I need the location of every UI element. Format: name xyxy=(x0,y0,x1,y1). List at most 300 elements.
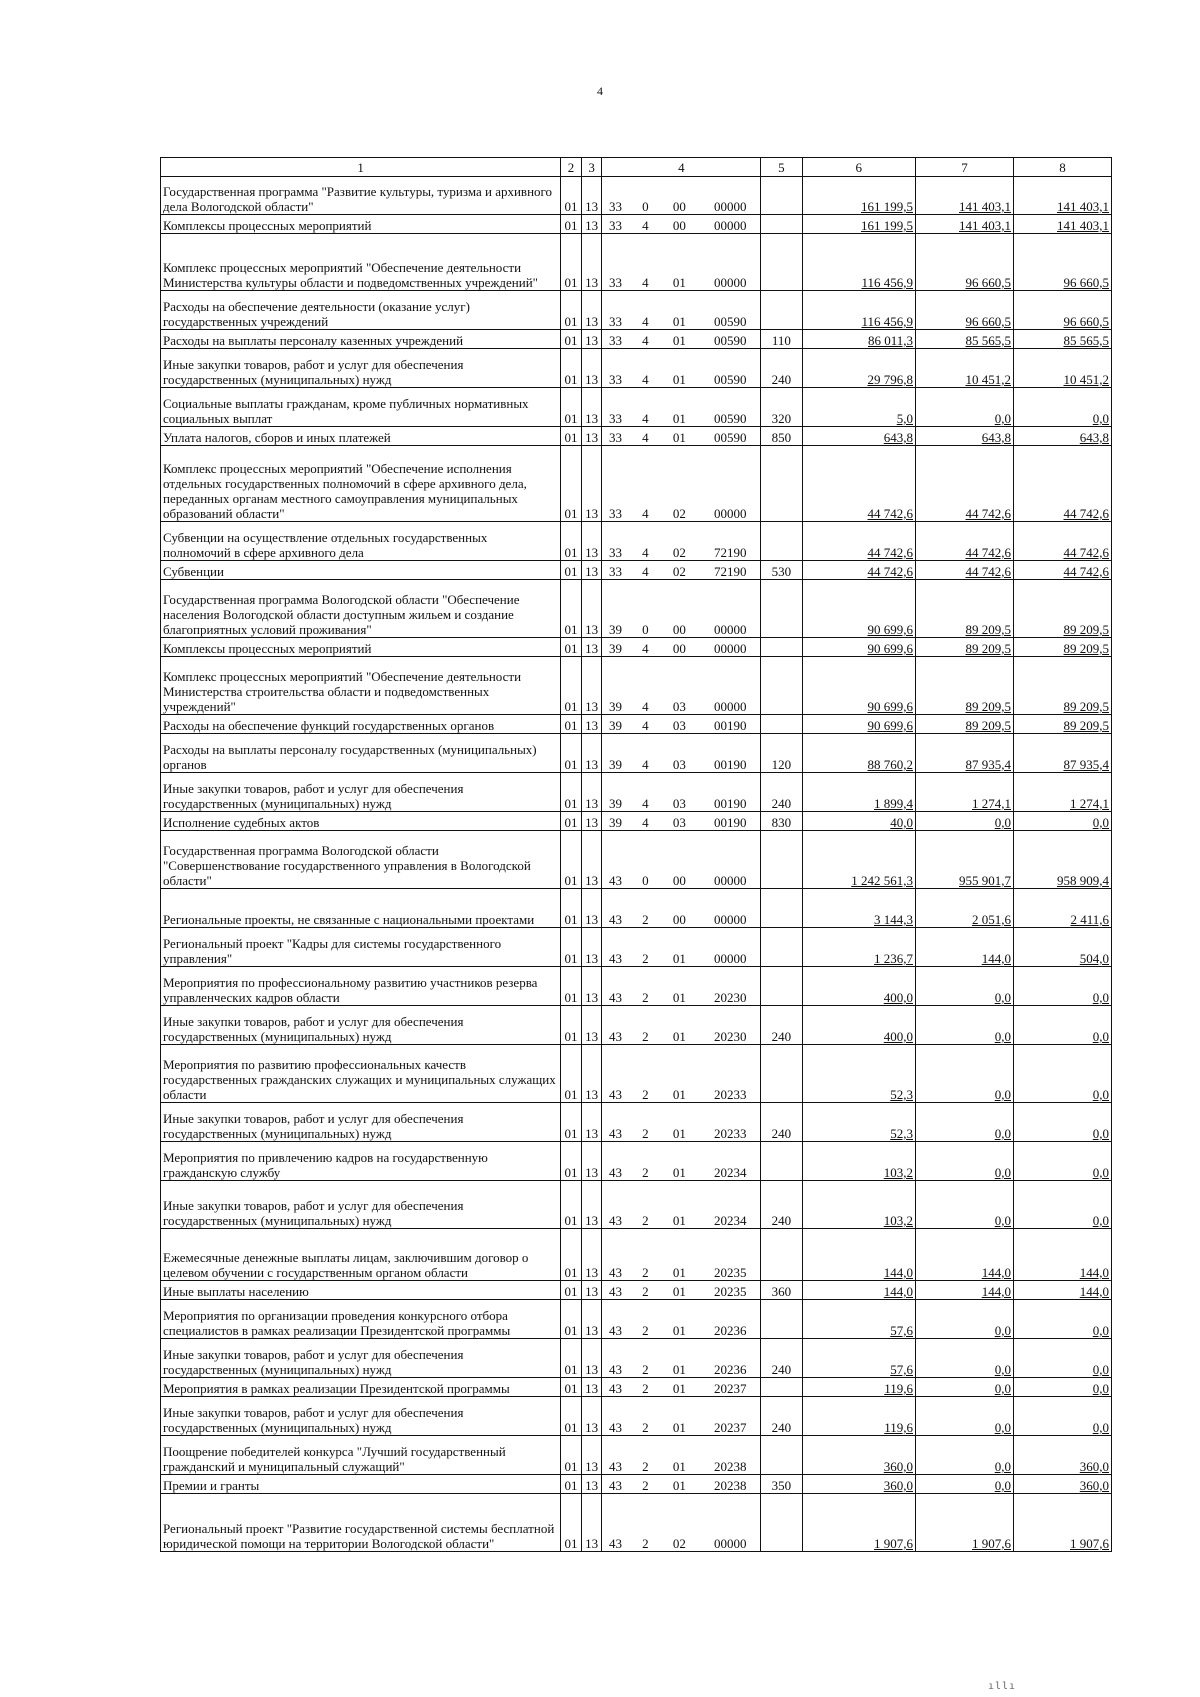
program-code: 33 xyxy=(608,314,622,329)
subsection-code: 13 xyxy=(581,1436,602,1475)
amount-col-8: 10 451,2 xyxy=(1013,349,1111,388)
section-code: 01 xyxy=(561,1397,582,1436)
section-code: 01 xyxy=(561,1300,582,1339)
target-article-code xyxy=(602,1378,761,1397)
amount-col-7: 44 742,6 xyxy=(916,561,1014,580)
subsection-code: 13 xyxy=(581,330,602,349)
amount-col-6: 119,6 xyxy=(802,1397,915,1436)
table-row xyxy=(161,1181,1112,1229)
expense-type-code xyxy=(761,889,802,928)
section-code: 01 xyxy=(561,812,582,831)
amount-col-8: 96 660,5 xyxy=(1013,234,1111,291)
table-row xyxy=(161,1436,1112,1475)
table-row xyxy=(161,580,1112,638)
amount-col-8: 89 209,5 xyxy=(1013,580,1111,638)
section-code: 01 xyxy=(561,427,582,446)
amount-col-7: 0,0 xyxy=(916,1378,1014,1397)
type-code: 2 xyxy=(642,1165,649,1180)
target-article-code xyxy=(602,1181,761,1229)
type-code: 4 xyxy=(642,757,649,772)
target-article-code xyxy=(602,522,761,561)
program-code: 43 xyxy=(608,1362,622,1377)
section-code: 01 xyxy=(561,734,582,773)
target-article-code xyxy=(602,330,761,349)
target-article-parts xyxy=(604,1265,758,1280)
subsection-code: 13 xyxy=(581,522,602,561)
amount-col-8: 89 209,5 xyxy=(1013,657,1111,715)
target-article-code xyxy=(602,234,761,291)
amount-col-8: 0,0 xyxy=(1013,1181,1111,1229)
row-name: Мероприятия по организации проведения конкурсного отбора специалистов в рамках реализации Президентской программы xyxy=(161,1300,561,1339)
amount-col-6: 360,0 xyxy=(802,1475,915,1494)
target-article-code xyxy=(602,177,761,215)
element-code: 01 xyxy=(672,372,686,387)
amount-col-7: 85 565,5 xyxy=(916,330,1014,349)
subsection-code: 13 xyxy=(581,773,602,812)
amount-col-6: 1 899,4 xyxy=(802,773,915,812)
target-article-parts xyxy=(604,1126,758,1141)
amount-col-7: 141 403,1 xyxy=(916,215,1014,234)
amount-col-7: 0,0 xyxy=(916,1339,1014,1378)
program-code: 43 xyxy=(608,873,622,888)
table-row xyxy=(161,427,1112,446)
row-name: Государственная программа "Развитие культуры, туризма и архивного дела Вологодской области" xyxy=(161,177,561,215)
amount-col-6: 144,0 xyxy=(802,1229,915,1281)
program-code: 43 xyxy=(608,990,622,1005)
target-article-parts xyxy=(604,1213,758,1228)
target-article-code xyxy=(602,1339,761,1378)
target-article-code xyxy=(602,1142,761,1181)
amount-col-7: 0,0 xyxy=(916,1436,1014,1475)
table-row xyxy=(161,638,1112,657)
expense-type-code: 110 xyxy=(761,330,802,349)
direction-code: 20237 xyxy=(714,1381,747,1396)
expense-type-code xyxy=(761,1142,802,1181)
element-code: 01 xyxy=(672,430,686,445)
amount-col-6: 90 699,6 xyxy=(802,580,915,638)
direction-code: 00190 xyxy=(714,815,747,830)
target-article-parts xyxy=(604,641,758,656)
direction-code: 00590 xyxy=(714,314,747,329)
amount-col-8: 87 935,4 xyxy=(1013,734,1111,773)
direction-code: 00000 xyxy=(714,641,747,656)
amount-col-6: 57,6 xyxy=(802,1300,915,1339)
element-code: 01 xyxy=(672,1265,686,1280)
row-name: Региональный проект "Кадры для системы государственного управления" xyxy=(161,928,561,967)
target-article-code xyxy=(602,1397,761,1436)
subsection-code: 13 xyxy=(581,446,602,522)
subsection-code: 13 xyxy=(581,812,602,831)
program-code: 33 xyxy=(608,564,622,579)
subsection-code: 13 xyxy=(581,580,602,638)
target-article-code xyxy=(602,1229,761,1281)
type-code: 0 xyxy=(642,622,649,637)
amount-col-8: 0,0 xyxy=(1013,1339,1111,1378)
subsection-code: 13 xyxy=(581,234,602,291)
program-code: 43 xyxy=(608,1420,622,1435)
amount-col-6: 1 907,6 xyxy=(802,1494,915,1552)
target-article-parts xyxy=(604,506,758,521)
subsection-code: 13 xyxy=(581,177,602,215)
type-code: 2 xyxy=(642,1420,649,1435)
amount-col-6: 161 199,5 xyxy=(802,177,915,215)
target-article-parts xyxy=(604,1362,758,1377)
target-article-parts xyxy=(604,333,758,348)
amount-col-7: 144,0 xyxy=(916,1229,1014,1281)
direction-code: 00590 xyxy=(714,333,747,348)
target-article-code xyxy=(602,773,761,812)
type-code: 4 xyxy=(642,564,649,579)
amount-col-7: 2 051,6 xyxy=(916,889,1014,928)
type-code: 4 xyxy=(642,430,649,445)
amount-col-7: 0,0 xyxy=(916,1006,1014,1045)
element-code: 02 xyxy=(672,564,686,579)
subsection-code: 13 xyxy=(581,889,602,928)
section-code: 01 xyxy=(561,831,582,889)
amount-col-6: 144,0 xyxy=(802,1281,915,1300)
element-code: 03 xyxy=(672,699,686,714)
subsection-code: 13 xyxy=(581,638,602,657)
row-name: Мероприятия в рамках реализации Президентской программы xyxy=(161,1378,561,1397)
amount-col-6: 88 760,2 xyxy=(802,734,915,773)
type-code: 4 xyxy=(642,333,649,348)
row-name: Премии и гранты xyxy=(161,1475,561,1494)
row-name: Региональный проект "Развитие государственной системы бесплатной юридической помощи на территории Вологодской области" xyxy=(161,1494,561,1552)
program-code: 43 xyxy=(608,951,622,966)
header-cell: 2 xyxy=(561,158,582,177)
section-code: 01 xyxy=(561,388,582,427)
direction-code: 20236 xyxy=(714,1323,747,1338)
type-code: 2 xyxy=(642,1265,649,1280)
direction-code: 20230 xyxy=(714,1029,747,1044)
element-code: 01 xyxy=(672,1126,686,1141)
amount-col-7: 1 907,6 xyxy=(916,1494,1014,1552)
expense-type-code xyxy=(761,1378,802,1397)
row-name: Расходы на выплаты персоналу казенных учреждений xyxy=(161,330,561,349)
amount-col-7: 955 901,7 xyxy=(916,831,1014,889)
expense-type-code xyxy=(761,1229,802,1281)
table-row xyxy=(161,291,1112,330)
direction-code: 20238 xyxy=(714,1478,747,1493)
row-name: Субвенции xyxy=(161,561,561,580)
direction-code: 00190 xyxy=(714,796,747,811)
target-article-code xyxy=(602,967,761,1006)
subsection-code: 13 xyxy=(581,1378,602,1397)
header-cell: 7 xyxy=(916,158,1014,177)
target-article-code xyxy=(602,657,761,715)
target-article-code xyxy=(602,446,761,522)
table-row xyxy=(161,734,1112,773)
amount-col-7: 144,0 xyxy=(916,928,1014,967)
amount-col-8: 89 209,5 xyxy=(1013,715,1111,734)
page-number: 4 xyxy=(597,84,603,98)
direction-code: 00190 xyxy=(714,757,747,772)
target-article-parts xyxy=(604,275,758,290)
target-article-code xyxy=(602,1045,761,1103)
amount-col-8: 0,0 xyxy=(1013,1006,1111,1045)
table-row xyxy=(161,522,1112,561)
direction-code: 00590 xyxy=(714,430,747,445)
direction-code: 00000 xyxy=(714,622,747,637)
amount-col-8: 1 274,1 xyxy=(1013,773,1111,812)
section-code: 01 xyxy=(561,177,582,215)
header-row xyxy=(161,158,1112,177)
row-name: Мероприятия по профессиональному развитию участников резерва управленческих кадров области xyxy=(161,967,561,1006)
program-code: 43 xyxy=(608,1265,622,1280)
section-code: 01 xyxy=(561,657,582,715)
target-article-parts xyxy=(604,1284,758,1299)
row-name: Мероприятия по развитию профессиональных качеств государственных гражданских служащих и муниципальных служащих области xyxy=(161,1045,561,1103)
expense-type-code: 240 xyxy=(761,773,802,812)
target-article-parts xyxy=(604,372,758,387)
row-name: Государственная программа Вологодской области "Совершенствование государственного управления в Вологодской области" xyxy=(161,831,561,889)
table-row xyxy=(161,1142,1112,1181)
type-code: 2 xyxy=(642,1126,649,1141)
amount-col-6: 44 742,6 xyxy=(802,522,915,561)
target-article-parts xyxy=(604,990,758,1005)
program-code: 43 xyxy=(608,1284,622,1299)
target-article-code xyxy=(602,561,761,580)
section-code: 01 xyxy=(561,1378,582,1397)
section-code: 01 xyxy=(561,561,582,580)
program-code: 43 xyxy=(608,1087,622,1102)
element-code: 00 xyxy=(672,873,686,888)
type-code: 4 xyxy=(642,718,649,733)
element-code: 01 xyxy=(672,1284,686,1299)
row-name: Иные закупки товаров, работ и услуг для обеспечения государственных (муниципальных) нужд xyxy=(161,773,561,812)
expense-type-code xyxy=(761,657,802,715)
expense-type-code: 350 xyxy=(761,1475,802,1494)
table-row xyxy=(161,388,1112,427)
amount-col-8: 0,0 xyxy=(1013,388,1111,427)
table-row xyxy=(161,773,1112,812)
program-code: 33 xyxy=(608,275,622,290)
target-article-parts xyxy=(604,699,758,714)
amount-col-6: 360,0 xyxy=(802,1436,915,1475)
subsection-code: 13 xyxy=(581,1142,602,1181)
direction-code: 20235 xyxy=(714,1284,747,1299)
type-code: 4 xyxy=(642,275,649,290)
target-article-code xyxy=(602,215,761,234)
section-code: 01 xyxy=(561,1229,582,1281)
amount-col-7: 89 209,5 xyxy=(916,657,1014,715)
amount-col-6: 90 699,6 xyxy=(802,638,915,657)
target-article-parts xyxy=(604,218,758,233)
direction-code: 00000 xyxy=(714,1536,747,1551)
expense-type-code: 850 xyxy=(761,427,802,446)
amount-col-8: 643,8 xyxy=(1013,427,1111,446)
direction-code: 00000 xyxy=(714,873,747,888)
expense-type-code xyxy=(761,1300,802,1339)
table-row xyxy=(161,446,1112,522)
target-article-parts xyxy=(604,912,758,927)
target-article-code xyxy=(602,1475,761,1494)
section-code: 01 xyxy=(561,234,582,291)
amount-col-6: 29 796,8 xyxy=(802,349,915,388)
element-code: 03 xyxy=(672,718,686,733)
target-article-parts xyxy=(604,545,758,560)
section-code: 01 xyxy=(561,967,582,1006)
table-row xyxy=(161,1281,1112,1300)
amount-col-7: 0,0 xyxy=(916,1045,1014,1103)
target-article-code xyxy=(602,1103,761,1142)
amount-col-8: 360,0 xyxy=(1013,1436,1111,1475)
amount-col-6: 86 011,3 xyxy=(802,330,915,349)
amount-col-6: 90 699,6 xyxy=(802,715,915,734)
subsection-code: 13 xyxy=(581,1494,602,1552)
direction-code: 20234 xyxy=(714,1165,747,1180)
amount-col-8: 0,0 xyxy=(1013,1397,1111,1436)
target-article-code xyxy=(602,388,761,427)
amount-col-6: 3 144,3 xyxy=(802,889,915,928)
program-code: 43 xyxy=(608,1536,622,1551)
row-name: Поощрение победителей конкурса "Лучший государственный гражданский и муниципальный служащий" xyxy=(161,1436,561,1475)
program-code: 43 xyxy=(608,1323,622,1338)
table-row xyxy=(161,330,1112,349)
amount-col-8: 0,0 xyxy=(1013,1378,1111,1397)
subsection-code: 13 xyxy=(581,1006,602,1045)
target-article-code xyxy=(602,812,761,831)
target-article-parts xyxy=(604,1420,758,1435)
amount-col-8: 504,0 xyxy=(1013,928,1111,967)
table-row xyxy=(161,715,1112,734)
expense-type-code xyxy=(761,446,802,522)
section-code: 01 xyxy=(561,1436,582,1475)
direction-code: 00000 xyxy=(714,218,747,233)
row-name: Социальные выплаты гражданам, кроме публичных нормативных социальных выплат xyxy=(161,388,561,427)
subsection-code: 13 xyxy=(581,1045,602,1103)
amount-col-6: 57,6 xyxy=(802,1339,915,1378)
table-row xyxy=(161,1397,1112,1436)
program-code: 43 xyxy=(608,1381,622,1396)
amount-col-7: 87 935,4 xyxy=(916,734,1014,773)
target-article-code xyxy=(602,638,761,657)
type-code: 0 xyxy=(642,873,649,888)
amount-col-6: 52,3 xyxy=(802,1045,915,1103)
program-code: 43 xyxy=(608,1165,622,1180)
row-name: Ежемесячные денежные выплаты лицам, заключившим договор о целевом обучении с государственным органом области xyxy=(161,1229,561,1281)
element-code: 00 xyxy=(672,199,686,214)
section-code: 01 xyxy=(561,773,582,812)
amount-col-6: 5,0 xyxy=(802,388,915,427)
row-name: Комплексы процессных мероприятий xyxy=(161,638,561,657)
row-name: Региональные проекты, не связанные с национальными проектами xyxy=(161,889,561,928)
row-name: Исполнение судебных актов xyxy=(161,812,561,831)
row-name: Иные закупки товаров, работ и услуг для обеспечения государственных (муниципальных) нужд xyxy=(161,1006,561,1045)
element-code: 01 xyxy=(672,1029,686,1044)
amount-col-8: 0,0 xyxy=(1013,967,1111,1006)
expense-type-code xyxy=(761,715,802,734)
amount-col-8: 144,0 xyxy=(1013,1229,1111,1281)
type-code: 2 xyxy=(642,1536,649,1551)
element-code: 01 xyxy=(672,314,686,329)
section-code: 01 xyxy=(561,715,582,734)
type-code: 2 xyxy=(642,1459,649,1474)
expense-type-code xyxy=(761,580,802,638)
type-code: 2 xyxy=(642,1284,649,1299)
target-article-parts xyxy=(604,564,758,579)
target-article-parts xyxy=(604,1165,758,1180)
element-code: 00 xyxy=(672,912,686,927)
target-article-parts xyxy=(604,951,758,966)
subsection-code: 13 xyxy=(581,1397,602,1436)
element-code: 01 xyxy=(672,1459,686,1474)
element-code: 02 xyxy=(672,1536,686,1551)
program-code: 43 xyxy=(608,1126,622,1141)
expense-type-code: 240 xyxy=(761,1006,802,1045)
subsection-code: 13 xyxy=(581,967,602,1006)
table-body xyxy=(161,158,1112,1552)
row-name: Иные выплаты населению xyxy=(161,1281,561,1300)
amount-col-8: 360,0 xyxy=(1013,1475,1111,1494)
subsection-code: 13 xyxy=(581,1229,602,1281)
direction-code: 00000 xyxy=(714,275,747,290)
target-article-parts xyxy=(604,1381,758,1396)
amount-col-6: 103,2 xyxy=(802,1142,915,1181)
direction-code: 20236 xyxy=(714,1362,747,1377)
direction-code: 72190 xyxy=(714,545,747,560)
subsection-code: 13 xyxy=(581,657,602,715)
subsection-code: 13 xyxy=(581,388,602,427)
element-code: 02 xyxy=(672,506,686,521)
target-article-code xyxy=(602,889,761,928)
amount-col-7: 141 403,1 xyxy=(916,177,1014,215)
type-code: 4 xyxy=(642,218,649,233)
section-code: 01 xyxy=(561,889,582,928)
table-row xyxy=(161,215,1112,234)
target-article-code xyxy=(602,1436,761,1475)
amount-col-7: 0,0 xyxy=(916,1142,1014,1181)
program-code: 33 xyxy=(608,411,622,426)
program-code: 39 xyxy=(608,757,622,772)
target-article-code xyxy=(602,734,761,773)
target-article-parts xyxy=(604,1536,758,1551)
amount-col-7: 643,8 xyxy=(916,427,1014,446)
section-code: 01 xyxy=(561,1181,582,1229)
expense-type-code: 240 xyxy=(761,1103,802,1142)
subsection-code: 13 xyxy=(581,349,602,388)
expense-type-code xyxy=(761,831,802,889)
amount-col-7: 10 451,2 xyxy=(916,349,1014,388)
section-code: 01 xyxy=(561,349,582,388)
type-code: 4 xyxy=(642,815,649,830)
program-code: 39 xyxy=(608,622,622,637)
target-article-code xyxy=(602,928,761,967)
amount-col-6: 116 456,9 xyxy=(802,291,915,330)
amount-col-7: 0,0 xyxy=(916,1300,1014,1339)
target-article-parts xyxy=(604,1459,758,1474)
program-code: 33 xyxy=(608,199,622,214)
section-code: 01 xyxy=(561,291,582,330)
amount-col-7: 96 660,5 xyxy=(916,291,1014,330)
amount-col-8: 85 565,5 xyxy=(1013,330,1111,349)
subsection-code: 13 xyxy=(581,1300,602,1339)
row-name: Расходы на обеспечение функций государственных органов xyxy=(161,715,561,734)
element-code: 01 xyxy=(672,1213,686,1228)
expense-type-code: 320 xyxy=(761,388,802,427)
amount-col-7: 0,0 xyxy=(916,1397,1014,1436)
amount-col-6: 40,0 xyxy=(802,812,915,831)
table-row xyxy=(161,967,1112,1006)
amount-col-6: 400,0 xyxy=(802,967,915,1006)
amount-col-7: 89 209,5 xyxy=(916,638,1014,657)
program-code: 43 xyxy=(608,1459,622,1474)
expense-type-code xyxy=(761,638,802,657)
direction-code: 20234 xyxy=(714,1213,747,1228)
subsection-code: 13 xyxy=(581,928,602,967)
target-article-parts xyxy=(604,815,758,830)
amount-col-8: 44 742,6 xyxy=(1013,522,1111,561)
